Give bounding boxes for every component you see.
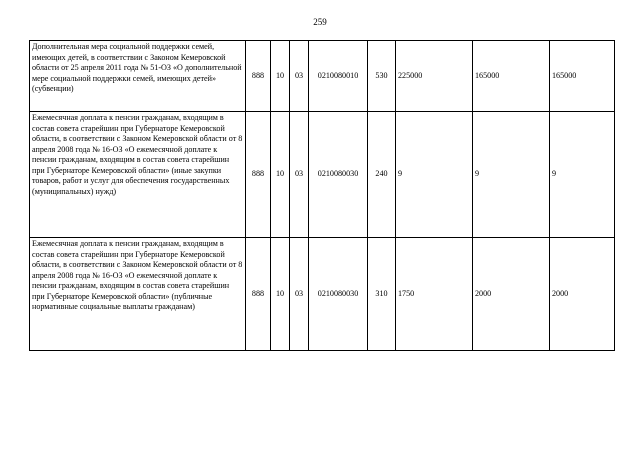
amount-year-3: 2000	[550, 238, 615, 351]
ministry-code: 888	[246, 238, 271, 351]
amount-year-2: 165000	[473, 41, 550, 112]
amount-year-1: 9	[396, 112, 473, 238]
ministry-code: 888	[246, 41, 271, 112]
row-description: Ежемесячная доплата к пенсии гражданам, входящим в состав совета старейшин при Губернаторе Кемеровской области, в соответствии с Законом Кемеровской области от 8 апреля 2008 года № 16-ОЗ «О ежемесячной доплате к пенсии гражданам, входящим в состав совета старейшин при Губернаторе Кемеровской области» (иные закупки товаров, работ и услуг для обеспечения государственных (муниципальных) нужд)	[30, 112, 246, 238]
amount-year-1: 1750	[396, 238, 473, 351]
section-code: 10	[271, 41, 290, 112]
amount-year-1: 225000	[396, 41, 473, 112]
table-row	[30, 41, 615, 112]
expense-type-code: 240	[368, 112, 396, 238]
subsection-code: 03	[290, 41, 309, 112]
budget-table	[29, 40, 615, 351]
target-article-code: 0210080030	[309, 238, 368, 351]
subsection-code: 03	[290, 238, 309, 351]
target-article-code: 0210080010	[309, 41, 368, 112]
page-number: 259	[313, 17, 327, 27]
target-article-code: 0210080030	[309, 112, 368, 238]
row-description: Ежемесячная доплата к пенсии гражданам, входящим в состав совета старейшин при Губернаторе Кемеровской области, в соответствии с Законом Кемеровской области от 8 апреля 2008 года № 16-ОЗ «О ежемесячной доплате к пенсии гражданам, входящим в состав совета старейшин при Губернаторе Кемеровской области» (публичные нормативные социальные выплаты гражданам)	[30, 238, 246, 351]
ministry-code: 888	[246, 112, 271, 238]
row-description: Дополнительная мера социальной поддержки семей, имеющих детей, в соответствии с Законом Кемеровской области от 25 апреля 2011 года № 51-ОЗ «О дополнительной мере социальной поддержки семей, имеющих детей» (субвенции)	[30, 41, 246, 112]
section-code: 10	[271, 238, 290, 351]
amount-year-3: 165000	[550, 41, 615, 112]
amount-year-2: 2000	[473, 238, 550, 351]
table-row	[30, 112, 615, 238]
subsection-code: 03	[290, 112, 309, 238]
amount-year-2: 9	[473, 112, 550, 238]
expense-type-code: 530	[368, 41, 396, 112]
table-row	[30, 238, 615, 351]
section-code: 10	[271, 112, 290, 238]
expense-type-code: 310	[368, 238, 396, 351]
amount-year-3: 9	[550, 112, 615, 238]
